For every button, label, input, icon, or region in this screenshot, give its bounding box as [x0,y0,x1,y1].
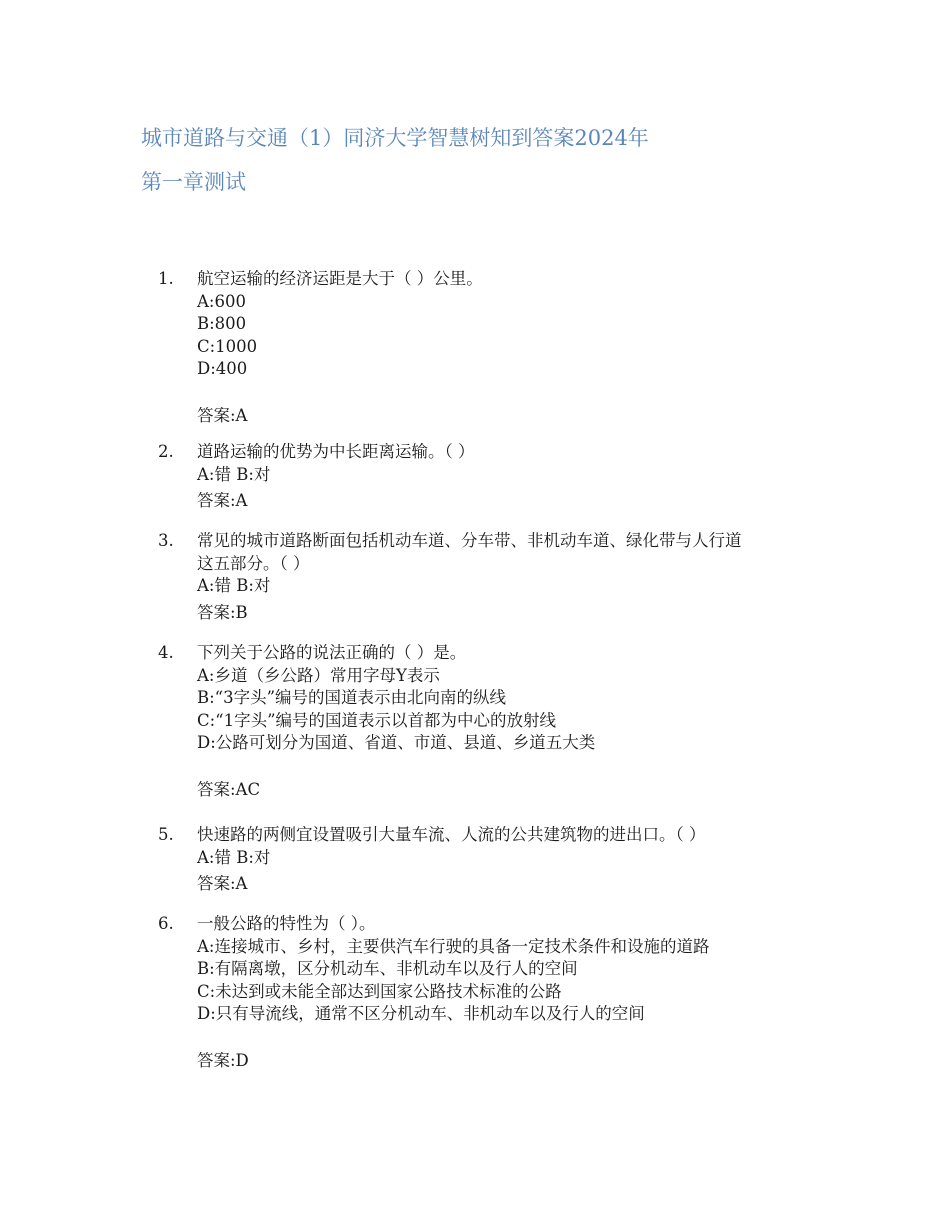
question-number: 1. [158,269,174,288]
question-body [197,642,817,801]
answer: 答案:AC [197,779,261,799]
question-body [197,530,817,624]
option-b: B:有隔离墩，区分机动车、非机动车以及行人的空间 [197,959,578,978]
option-c: C:未达到或未能全部达到国家公路技术标准的公路 [197,981,562,1001]
question-stem: 下列关于公路的说法正确的（ ）是。 [197,643,467,662]
answer: 答案:A [197,874,248,893]
question-body [197,268,817,427]
option-c: C:1000 [197,336,258,356]
question-stem: 航空运输的经济运距是大于（ ）公里。 [197,269,483,288]
option-b: B:“3字头”编号的国道表示由北向南的纵线 [197,688,507,707]
question-number: 2. [158,442,174,461]
spacer [197,755,817,779]
answer: 答案:B [197,602,248,622]
option-a: A:连接城市、乡村，主要供汽车行驶的具备一定技术条件和设施的道路 [197,936,710,956]
question-body [197,913,817,1072]
option-a: A:600 [197,291,246,311]
answer: 答案:A [197,491,248,510]
option-d: D:400 [197,359,248,378]
spacer [197,1026,817,1050]
question-number: 6. [158,914,174,933]
option-d: D:公路可划分为国道、省道、市道、县道、乡道五大类 [197,733,596,752]
option-c: C:“1字头”编号的国道表示以首都为中心的放射线 [197,710,557,730]
question-body [197,441,817,513]
spacer [197,381,817,405]
question-number: 4. [158,643,174,662]
question-body [197,824,817,896]
question-stem: 快速路的两侧宜设置吸引大量车流、人流的公共建筑物的进出口。（ ） [197,825,706,844]
question-stem: 道路运输的优势为中长距离运输。（ ） [197,442,475,461]
option-b: B:800 [197,314,247,333]
options-line: A:错 B:对 [197,464,271,484]
question-number: 5. [158,825,174,844]
question-number: 3. [158,531,174,550]
chapter-title: 第一章测试 [141,170,246,194]
document-title: 城市道路与交通（1）同济大学智慧树知到答案2024年 [141,126,649,150]
option-a: A:乡道（乡公路）常用字母Y表示 [197,665,440,685]
options-line: A:错 B:对 [197,847,271,867]
options-line: A:错 B:对 [197,576,271,595]
answer: 答案:D [197,1050,249,1070]
question-stem: 一般公路的特性为（ ）。 [197,914,376,933]
answer: 答案:A [197,405,248,425]
option-d: D:只有导流线，通常不区分机动车、非机动车以及行人的空间 [197,1004,645,1023]
question-stem-line-1: 常见的城市道路断面包括机动车道、分车带、非机动车道、绿化带与人行道 [197,531,742,550]
question-stem-line-2: 这五部分。（ ） [197,553,310,573]
